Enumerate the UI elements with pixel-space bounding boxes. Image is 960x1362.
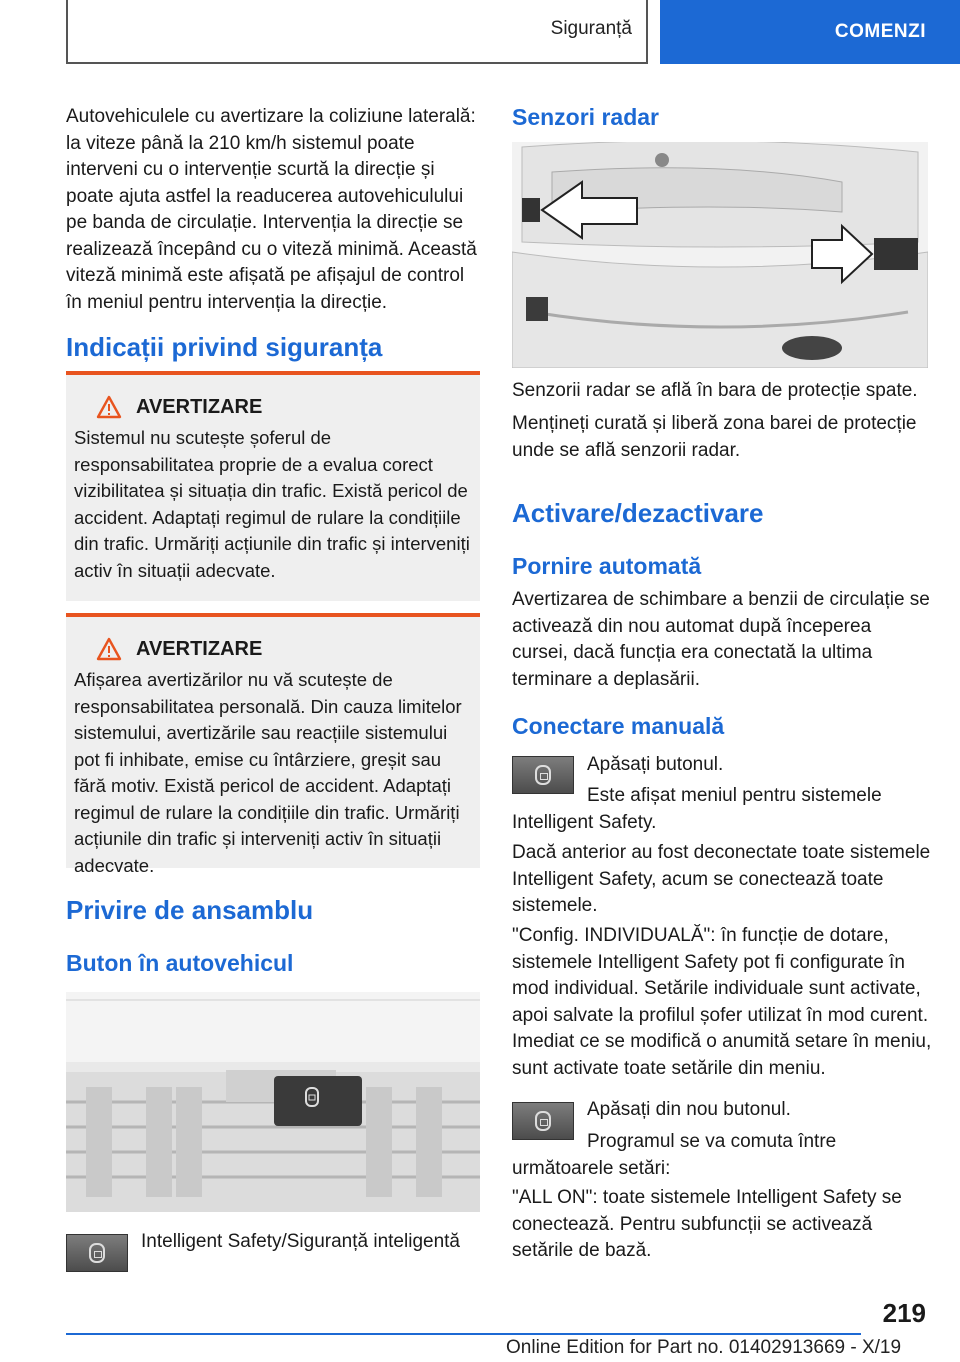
auto-start-text: Avertizarea de schimbare a benzii de circulație se activează din nou automat după începerea cursei, dacă funcția era conectată la ultima terminare a deplasării. [512,589,930,690]
overview-heading: Privire de ansamblu [66,895,314,925]
manual-step-2-result: Programul se va comuta între următoarele setări: [512,1131,837,1179]
warning-box-2 [66,613,480,876]
header-section-title: Siguranță [550,18,632,39]
intelligent-safety-button-icon [66,1234,128,1272]
intro-paragraph: Autovehiculele cu avertizare la coliziune laterală: la viteze până la 210 km/h sistemul poate interveni cu o intervenție scurtă la direcție și poate ajuta astfel la readucerea autovehiculului pe banda de circulație. Intervenția la direcție se realizează începând cu o viteză minimă. Această viteză minimă este afișată pe afișajul de control în meniul pentru intervenția la direcție. [66,106,477,313]
manual-text-3: "Config. INDIVIDUALĂ": în funcție de dotare, sistemele Intelligent Safety pot fi configurate în mod individual. Setările individuale sunt activate, apoi salvate la profilul șofer utilizat în mod curent. Imediat ce se modifică o anumită setare în meniu, sunt activate toate setările din meniu. [512,925,932,1079]
radar-heading: Senzori radar [512,104,659,130]
auto-start-heading: Pornire automată [512,553,702,579]
radar-sensors-photo [512,142,928,368]
header-chapter-tab: COMENZI [660,0,960,64]
manual-step-1-result: Este afișat meniul pentru sistemele Intelligent Safety. [512,785,882,833]
activation-heading: Activare/dezactivare [512,498,764,528]
radar-text-2: Mențineți curată și liberă zona barei de protecție unde se află senzorii radar. [512,413,917,461]
safety-heading: Indicații privind siguranța [66,332,383,362]
footer-rule [66,1333,861,1335]
button-heading: Buton în autovehicul [66,950,294,976]
manual-text-4: "ALL ON": toate sistemele Intelligent Safety se conectează. Pentru subfuncții se activează setările de bază. [512,1187,902,1261]
dashboard-button-photo [66,992,480,1212]
page-number: 219 [882,1298,926,1328]
warning-triangle-icon [96,395,122,419]
warning-1-title: AVERTIZARE [136,395,263,418]
warning-2-text: Afișarea avertizărilor nu vă scutește de responsabilitatea personală. Din cauza limitelor sistemului, avertizările sau reacțiile sistemului pot fi inhibate, emise cu întârziere, greșit sau fără motiv. Există pericol de accident. Adaptați regimul de rulare la condițiile din trafic. Urmăriți acțiunile din trafic și interveniți activ în situații adecvate. [74,669,462,876]
button-caption: Intelligent Safety/Siguranță inteligentă [141,1231,460,1252]
footer-edition: Online Edition for Part no. 01402913669 - X/19 [506,1337,902,1358]
warning-1-text: Sistemul nu scutește șoferul de responsabilitatea proprie de a evalua corect vizibilitatea și situația din trafic. Există pericol de accident. Adaptați regimul de rulare la condițiile din trafic. Urmăriți acțiunile din trafic și interveniți activ în situații adecvate. [74,427,470,581]
warning-2-title: AVERTIZARE [136,637,263,660]
manual-heading: Conectare manuală [512,713,725,739]
manual-text-2: Dacă anterior au fost deconectate toate sistemele Intelligent Safety, acum se conectează toate sistemele. [512,842,931,916]
radar-text-1: Senzorii radar se află în bara de protecție spate. [512,380,918,401]
manual-step-1: Apăsați butonul. [587,754,724,775]
warning-box-1 [66,371,480,601]
manual-step-2: Apăsați din nou butonul. [587,1099,791,1120]
header-frame [66,0,648,64]
warning-triangle-icon [96,637,122,661]
